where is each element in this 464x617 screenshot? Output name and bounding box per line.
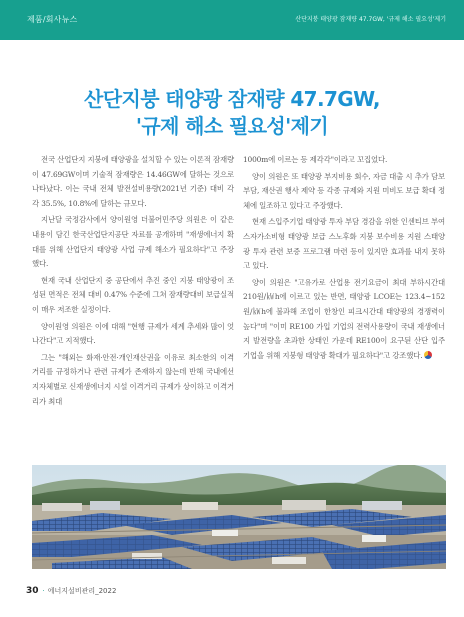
section-header-bar bbox=[0, 0, 464, 40]
paragraph: 양이원영 의원은 이에 대해 "현행 규제가 세계 추세와 많이 엇나간다"고 지적했다. bbox=[32, 321, 234, 346]
page-footer bbox=[26, 586, 116, 596]
publication-name: 에너지설비관리_2022 bbox=[47, 587, 117, 595]
page-number: 30 bbox=[26, 586, 39, 596]
article-title-line-2: '규제 해소 필요성'제기 bbox=[135, 114, 329, 138]
paragraph: 전국 산업단지 지붕에 태양광을 설치할 수 있는 이론적 잠재량이 47.69GW이며 기술적 잠재량은 14.46GW에 달하는 것으로 나타났다. 이는 국내 전체 발전설비용량(2021년 기준) 대비 각각 35.5%, 10.8%에 달하는 규모다. bbox=[32, 155, 234, 208]
article-column-left bbox=[32, 153, 234, 409]
industrial-complex-rooftop-solar-photo bbox=[32, 465, 446, 569]
paragraph-final bbox=[243, 276, 445, 364]
end-mark-icon bbox=[424, 351, 432, 359]
paragraph: 양이 의원은 또 태양광 부지비용 회수, 자금 대출 시 추가 담보 부담, 재산권 행사 제약 등 각종 규제와 지원 미비도 보급 확대 정체에 일조하고 있다고 주장했다. bbox=[243, 171, 445, 210]
section-label: 제품/회사뉴스 bbox=[27, 15, 78, 24]
paragraph: 지난달 국정감사에서 양이원영 더불어민주당 의원은 이 같은 내용이 담긴 한국산업단지공단 자료를 공개하며 "재생에너지 확대를 위해 산업단지 태양광 사업 규제 해소가 필요하다"고 주장했다. bbox=[32, 215, 234, 269]
article-column-right bbox=[243, 153, 445, 363]
aerial-photo-illustration bbox=[32, 465, 446, 569]
paragraph-continued: 1000m에 이르는 등 제각각"이라고 꼬집었다. bbox=[243, 155, 388, 164]
paragraph: 현재 스입주기업 태양광 투자 부담 경감을 위한 인센티브 부여 스자가소비형 태양광 보급 스노후화 지붕 보수비용 지원 스태양광 투자 관련 보증 프로그램 마련 등이 있지만 효과를 내지 못하고 있다. bbox=[243, 217, 445, 271]
article-title bbox=[0, 86, 464, 140]
paragraph-final-text: 양이 의원은 "고유가로 산업용 전기요금이 최대 부하시간대 210원/㎾h에 이르고 있는 반면, 태양광 LCOE는 123.4~152원/㎾h에 불과해 조업이 한창인 피크시간대 태양광의 경쟁력이 높다"며 "이미 RE100 가입 기업의 전력사용량이 국내 재생에너지 발전량을 초과한 상태인 가운데 RE100이 요구된 산단 입주기업을 위해 지붕형 태양광 확대가 필요하다"고 강조했다. bbox=[243, 277, 445, 360]
footer-bullet: · bbox=[42, 587, 45, 595]
paragraph: 그는 "해외는 화재·안전·개인재산권을 이유로 최소한의 이격거리를 규정하거나 관련 규제가 존재하지 않는데 반해 국내에선 지자체별로 신재생에너지 시설 이격거리 규제가 상이하고 이격거리가 최대 bbox=[32, 352, 234, 406]
paragraph: 현재 국내 산업단지 중 공단에서 추진 중인 지붕 태양광이 조성된 면적은 전체 대비 0.47% 수준에 그쳐 잠재량대비 보급실적이 매우 저조한 실정이다. bbox=[32, 275, 234, 314]
running-title: 산단지붕 태양광 잠재량 47.7GW, '규제 해소 필요성'제기 bbox=[295, 16, 446, 23]
article-title-line-1: 산단지붕 태양광 잠재량 47.7GW, bbox=[84, 87, 380, 111]
